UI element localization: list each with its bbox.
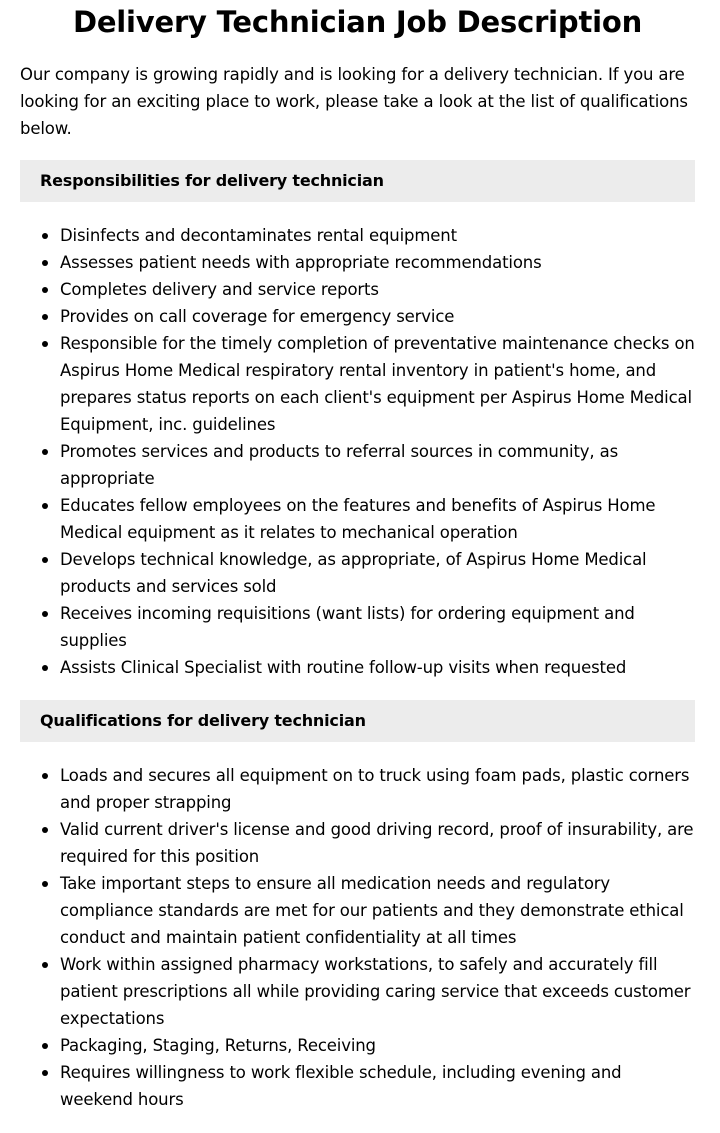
bullet-icon xyxy=(42,233,48,239)
bullet-icon xyxy=(42,827,48,833)
list-item-text: Packaging, Staging, Returns, Receiving xyxy=(60,1036,376,1055)
bullet-icon xyxy=(42,287,48,293)
bullet-icon xyxy=(42,260,48,266)
bullet-icon xyxy=(42,1070,48,1076)
list-item xyxy=(60,654,695,681)
job-description-page xyxy=(20,0,695,1113)
bullet-icon xyxy=(42,773,48,779)
list-item-text: Assesses patient needs with appropriate recommendations xyxy=(60,253,542,272)
qualifications-heading: Qualifications for delivery technician xyxy=(20,700,695,742)
responsibilities-list xyxy=(20,222,695,681)
list-item-text: Assists Clinical Specialist with routine follow-up visits when requested xyxy=(60,658,627,677)
list-item-text: Requires willingness to work flexible schedule, including evening and weekend hours xyxy=(60,1063,622,1109)
list-item-text: Take important steps to ensure all medication needs and regulatory compliance standards are met for our patients and they demonstrate ethical conduct and maintain patient confidentiality at all times xyxy=(60,874,684,947)
list-item xyxy=(60,1032,695,1059)
bullet-icon xyxy=(42,611,48,617)
bullet-icon xyxy=(42,557,48,563)
list-item xyxy=(60,816,695,870)
list-item xyxy=(60,492,695,546)
list-item xyxy=(60,546,695,600)
list-item-text: Loads and secures all equipment on to truck using foam pads, plastic corners and proper strapping xyxy=(60,766,690,812)
list-item-text: Receives incoming requisitions (want lists) for ordering equipment and supplies xyxy=(60,604,635,650)
bullet-icon xyxy=(42,314,48,320)
page-title: Delivery Technician Job Description xyxy=(72,5,643,39)
qualifications-list xyxy=(20,762,695,1113)
bullet-icon xyxy=(42,503,48,509)
bullet-icon xyxy=(42,665,48,671)
list-item-text: Valid current driver's license and good driving record, proof of insurability, are required for this position xyxy=(60,820,694,866)
list-item-text: Completes delivery and service reports xyxy=(60,280,379,299)
bullet-icon xyxy=(42,1043,48,1049)
bullet-icon xyxy=(42,341,48,347)
list-item-text: Responsible for the timely completion of preventative maintenance checks on Aspirus Home Medical respiratory rental inventory in patient's home, and prepares status reports on each client's equipment per Aspirus Home Medical Equipment, inc. guidelines xyxy=(60,334,695,434)
list-item xyxy=(60,438,695,492)
list-item-text: Educates fellow employees on the features and benefits of Aspirus Home Medical equipment as it relates to mechanical operation xyxy=(60,496,656,542)
list-item xyxy=(60,870,695,951)
list-item-text: Develops technical knowledge, as appropriate, of Aspirus Home Medical products and services sold xyxy=(60,550,647,596)
list-item xyxy=(60,303,695,330)
list-item xyxy=(60,276,695,303)
list-item xyxy=(60,951,695,1032)
list-item xyxy=(60,249,695,276)
list-item-text: Provides on call coverage for emergency service xyxy=(60,307,455,326)
list-item xyxy=(60,1059,695,1113)
bullet-icon xyxy=(42,962,48,968)
list-item-text: Work within assigned pharmacy workstations, to safely and accurately fill patient prescriptions all while providing caring service that exceeds customer expectations xyxy=(60,955,691,1028)
list-item xyxy=(60,222,695,249)
responsibilities-heading: Responsibilities for delivery technician xyxy=(20,160,695,202)
list-item xyxy=(60,762,695,816)
bullet-icon xyxy=(42,881,48,887)
list-item xyxy=(60,330,695,438)
list-item xyxy=(60,600,695,654)
list-item-text: Promotes services and products to referral sources in community, as appropriate xyxy=(60,442,619,488)
intro-paragraph: Our company is growing rapidly and is looking for a delivery technician. If you are looking for an exciting place to work, please take a look at the list of qualifications below. xyxy=(20,65,688,138)
bullet-icon xyxy=(42,449,48,455)
list-item-text: Disinfects and decontaminates rental equipment xyxy=(60,226,457,245)
